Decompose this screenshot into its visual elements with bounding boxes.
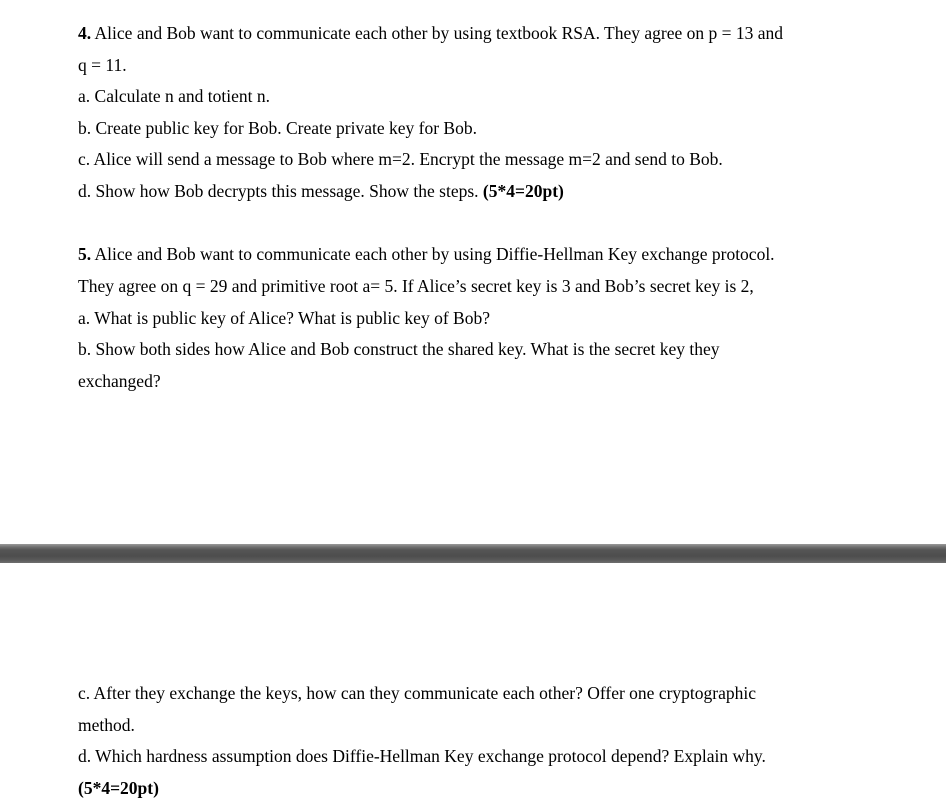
q5-points: (5*4=20pt) (78, 778, 159, 798)
q5-part-a: a. What is public key of Alice? What is public key of Bob? (78, 308, 490, 328)
q5-part-b-line-2: exchanged? (78, 371, 161, 391)
q4-part-d (78, 181, 564, 201)
q5-part-c-line-1: c. After they exchange the keys, how can they communicate each other? Offer one cryptographic (78, 683, 756, 703)
q4-line-2: q = 11. (78, 55, 127, 75)
q4-line-1 (78, 23, 783, 43)
q5-intro-text: Alice and Bob want to communicate each other by using Diffie-Hellman Key exchange protocol. (94, 244, 775, 264)
q4-number: 4. (78, 23, 92, 43)
q5-line-2: They agree on q = 29 and primitive root a= 5. If Alice’s secret key is 3 and Bob’s secret key is 2, (78, 276, 754, 296)
q5-points-line (78, 778, 159, 798)
q5-number: 5. (78, 244, 92, 264)
page-break-divider (0, 544, 946, 563)
q5-part-b-line-1: b. Show both sides how Alice and Bob construct the shared key. What is the secret key they (78, 339, 720, 359)
q4-points: (5*4=20pt) (482, 181, 564, 201)
q4-part-b: b. Create public key for Bob. Create private key for Bob. (78, 118, 477, 138)
q4-part-d-text: d. Show how Bob decrypts this message. Show the steps. (78, 181, 479, 201)
q4-part-c: c. Alice will send a message to Bob where m=2. Encrypt the message m=2 and send to Bob. (78, 149, 723, 169)
q4-part-a: a. Calculate n and totient n. (78, 86, 270, 106)
q5-part-c-line-2: method. (78, 715, 135, 735)
q4-intro-text: Alice and Bob want to communicate each other by using textbook RSA. They agree on p = 13 and (94, 23, 784, 43)
q5-line-1 (78, 244, 775, 264)
q5-part-d-line-1: d. Which hardness assumption does Diffie-Hellman Key exchange protocol depend? Explain why. (78, 746, 766, 766)
